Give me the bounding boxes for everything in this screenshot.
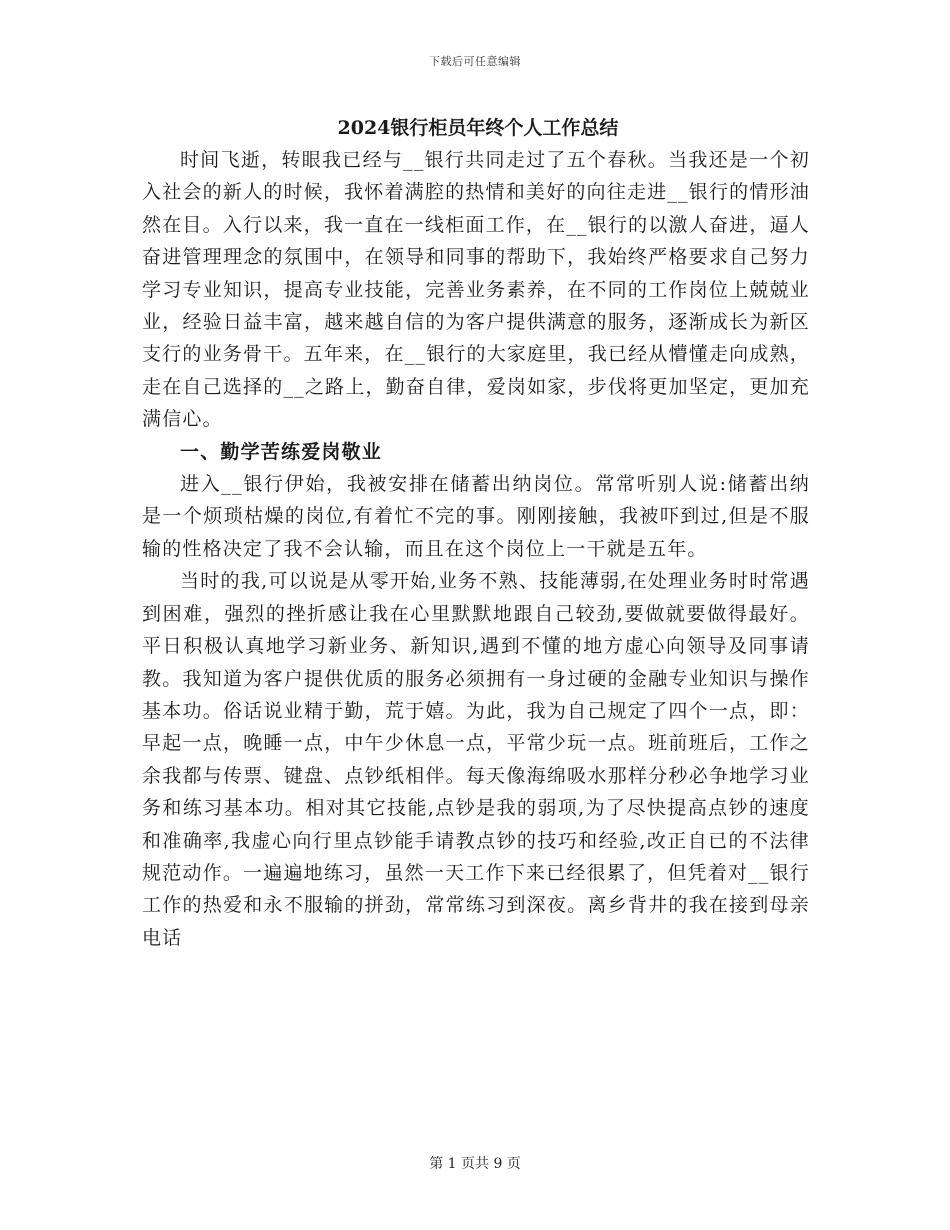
page-header-note: 下载后可任意编辑 — [429, 55, 521, 68]
intro-paragraph: 时间飞逝，转眼我已经与__银行共同走过了五个春秋。当我还是一个初入社会的新人的时候，我怀着满腔的热情和美好的向往走进__银行的情形油然在目。入行以来，我一直在一线柜面工作，在__银行的以激人奋进，逼人奋进管理理念的氛围中，在领导和同事的帮助下，我始终严格要求自己努力学习专业知识，提高专业技能，完善业务素养，在不同的工作岗位上兢兢业业，经验日益丰富，越来越自信的为客户提供满意的服务，逐渐成长为新区支行的业务骨干。五年来，在__银行的大家庭里，我已经从懵懂走向成熟，走在自己选择的__之路上，勤奋自律，爱岗如家，步伐将更加坚定，更加充满信心。 — [142, 149, 810, 431]
document-body — [142, 112, 810, 954]
section1-paragraph-1: 进入__银行伊始，我被安排在储蓄出纳岗位。常常听别人说:储蓄出纳是一个烦琐枯燥的岗位,有着忙不完的事。刚刚接触，我被吓到过,但是不服输的性格决定了我不会认输，而且在这个岗位上一干就是五年。 — [142, 473, 810, 560]
section-heading-1: 一、勤学苦练爱岗敬业 — [180, 440, 383, 463]
section1-paragraph-2: 当时的我,可以说是从零开始,业务不熟、技能薄弱,在处理业务时时常遇到困难，强烈的挫折感让我在心里默默地跟自己较劲,要做就要做得最好。平日积极认真地学习新业务、新知识,遇到不懂的地方虚心向领导及同事请教。我知道为客户提供优质的服务必须拥有一身过硬的金融专业知识与操作基本功。俗话说业精于勤，荒于嬉。为此，我为自己规定了四个一点，即：早起一点，晚睡一点，中午少休息一点，平常少玩一点。班前班后，工作之余我都与传票、键盘、点钞纸相伴。每天像海绵吸水那样分秒必争地学习业务和练习基本功。相对其它技能,点钞是我的弱项,为了尽快提高点钞的速度和准确率,我虚心向行里点钞能手请教点钞的技巧和经验,改正自已的不法律规范动作。一遍遍地练习，虽然一天工作下来已经很累了，但凭着对__银行工作的热爱和永不服输的拼劲，常常练习到深夜。离乡背井的我在接到母亲电话 — [142, 570, 810, 949]
document-title: 2024银行柜员年终个人工作总结 — [337, 117, 619, 139]
page-number-footer: 第 1 页共 9 页 — [429, 1156, 521, 1172]
